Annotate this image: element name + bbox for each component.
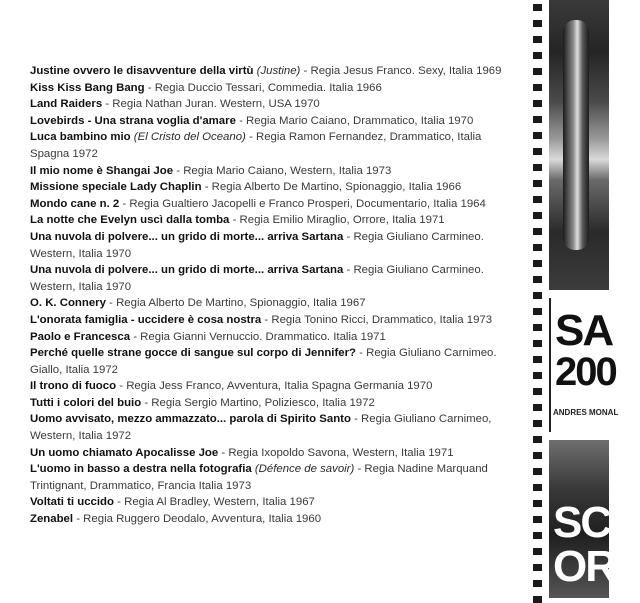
film-credit: Regia Al Bradley, Western, Italia 1967 — [124, 496, 315, 509]
sprocket-hole — [533, 548, 542, 555]
sprocket-hole — [533, 68, 542, 75]
sprocket-hole — [533, 260, 542, 267]
film-entry — [30, 113, 510, 130]
poster-frame-figure — [549, 0, 609, 290]
film-entry — [30, 494, 510, 511]
sprocket-hole — [533, 148, 542, 155]
film-credit: Regia Emilio Miraglio, Orrore, Italia 1971 — [239, 214, 445, 227]
sprocket-hole — [533, 100, 542, 107]
film-entry — [30, 179, 510, 196]
film-credit: Regia Alberto De Martino, Spionaggio, Italia 1967 — [116, 297, 366, 310]
film-title: L'onorata famiglia - uccidere è cosa nostra — [30, 313, 262, 326]
separator-dash: - — [356, 347, 367, 360]
film-credit: Regia Gianni Vernuccio. Drammatico. Italia 1971 — [140, 330, 386, 343]
separator-dash: - — [343, 264, 354, 277]
poster-frame-bottom — [549, 440, 640, 598]
separator-dash: - — [229, 214, 240, 227]
sprocket-hole — [533, 20, 542, 27]
film-entry — [30, 262, 510, 295]
sprocket-hole — [533, 564, 542, 571]
sprocket-hole — [533, 308, 542, 315]
film-title: Lovebirds - Una strana voglia d'amare — [30, 114, 236, 127]
film-title: Uomo avvisato, mezzo ammazzato... parola di Spirito Santo — [30, 413, 351, 426]
film-original-title: (Justine) — [256, 65, 301, 77]
sprocket-hole — [533, 596, 542, 603]
sprocket-hole — [533, 228, 542, 235]
separator-dash: - — [235, 114, 247, 127]
separator-dash: - — [141, 396, 152, 409]
film-entry — [30, 378, 510, 395]
film-title: Voltati ti uccido — [30, 496, 114, 509]
film-title: Tutti i colori del buio — [30, 396, 142, 409]
poster-title-top: SA — [555, 306, 613, 355]
film-title: Paolo e Francesca — [30, 330, 131, 343]
sprocket-hole — [533, 356, 542, 363]
poster-title-bottom-2: ORI — [553, 542, 626, 591]
film-list — [30, 63, 510, 528]
sprocket-hole — [533, 340, 542, 347]
film-entry — [30, 96, 510, 113]
sprocket-hole — [533, 4, 542, 11]
separator-dash: - — [119, 197, 130, 210]
separator-dash: - — [73, 513, 84, 526]
film-title: Mondo cane n. 2 — [30, 197, 120, 210]
film-entry — [30, 196, 510, 213]
sprocket-hole — [533, 132, 542, 139]
film-title: Missione speciale Lady Chaplin — [30, 181, 202, 194]
sprocket-hole — [533, 196, 542, 203]
film-entry — [30, 212, 510, 229]
sprocket-hole — [533, 500, 542, 507]
separator-dash: - — [105, 297, 117, 310]
film-title: Zenabel — [30, 513, 74, 526]
separator-dash: - — [218, 446, 229, 459]
sprocket-hole — [533, 436, 542, 443]
film-strip — [527, 0, 640, 598]
film-title: Un uomo chiamato Apocalisse Joe — [30, 446, 219, 459]
separator-dash: - — [173, 164, 184, 177]
film-credit: Regia Mario Caiano, Drammatico, Italia 1970 — [246, 114, 474, 127]
hanging-figure-image — [563, 20, 589, 250]
sprocket-hole — [533, 580, 542, 587]
film-original-title: (Défence de savoir) — [254, 463, 355, 476]
film-title: L'uomo in basso a destra nella fotografia — [30, 463, 252, 476]
film-credit: Regia Nadine Marquand Trintignant, Drammatico, Francia Italia 1973 — [30, 463, 488, 492]
film-credit: Regia Giuliano Carnimeo, Western, Italia 1972 — [30, 413, 492, 443]
film-title: Justine ovvero le disavventure della virtù — [30, 65, 254, 77]
sprocket-hole — [533, 372, 542, 379]
separator-dash: - — [113, 496, 125, 509]
film-title: O. K. Connery — [30, 297, 106, 310]
film-entry — [30, 395, 510, 412]
separator-dash: - — [261, 313, 272, 326]
sprocket-hole — [533, 164, 542, 171]
separator-dash: - — [130, 330, 141, 343]
poster-frame-title — [549, 298, 619, 432]
sprocket-hole — [533, 516, 542, 523]
film-credit: Regia Mario Caiano, Western, Italia 1973 — [183, 164, 392, 177]
film-credit: Regia Ramon Fernandez, Drammatico, Italia Spagna 1972 — [30, 131, 482, 160]
sprocket-hole — [533, 388, 542, 395]
film-entry — [30, 411, 510, 444]
film-credit: Regia Ixopoldo Savona, Western, Italia 1971 — [228, 446, 454, 459]
separator-dash: - — [245, 131, 256, 144]
film-title: Kiss Kiss Bang Bang — [30, 81, 145, 94]
film-credit: Regia Duccio Tessari, Commedia. Italia 1966 — [154, 81, 382, 94]
film-entry — [30, 345, 510, 378]
separator-dash: - — [102, 98, 113, 111]
poster-title-bottom-1: SCA — [553, 498, 640, 547]
film-entry — [30, 511, 510, 528]
sprocket-hole — [533, 212, 542, 219]
sprocket-hole — [533, 292, 542, 299]
film-title: Una nuvola di polvere... un grido di morte... arriva Sartana — [30, 230, 344, 243]
film-credit: Regia Nathan Juran. Western, USA 1970 — [112, 98, 320, 111]
separator-dash: - — [300, 65, 311, 77]
film-title: Il trono di fuoco — [30, 380, 117, 393]
film-entry — [30, 229, 510, 262]
film-entry — [30, 461, 510, 494]
film-entry — [30, 295, 510, 312]
film-credit: Regia Giuliano Carnimeo. Giallo, Italia 1972 — [30, 347, 497, 376]
sprocket-hole — [533, 324, 542, 331]
separator-dash: - — [350, 413, 362, 426]
sprocket-hole — [533, 180, 542, 187]
film-entry — [30, 329, 510, 346]
film-title: Una nuvola di polvere... un grido di morte... arriva Sartana — [30, 264, 344, 277]
separator-dash: - — [354, 463, 365, 476]
sprocket-hole — [533, 404, 542, 411]
sprocket-hole — [533, 468, 542, 475]
sprocket-hole — [533, 452, 542, 459]
separator-dash: - — [116, 380, 127, 393]
film-title: Perché quelle strane gocce di sangue sul corpo di Jennifer? — [30, 347, 356, 360]
film-title: La notte che Evelyn uscì dalla tomba — [30, 214, 230, 227]
film-entry — [30, 80, 510, 97]
film-title: Luca bambino mio — [30, 131, 131, 144]
film-credit: Regia Ruggero Deodalo, Avventura, Italia 1960 — [83, 513, 322, 526]
separator-dash: - — [201, 181, 212, 194]
film-entry — [30, 445, 510, 462]
film-title: Il mio nome è Shangai Joe — [30, 164, 174, 177]
film-credit: Regia Giuliano Carmineo. Western, Italia 1970 — [30, 264, 484, 293]
film-entry — [30, 129, 510, 162]
sprocket-hole — [533, 116, 542, 123]
film-title: Land Raiders — [30, 98, 103, 111]
film-entry — [30, 312, 510, 329]
film-credit: Regia Alberto De Martino, Spionaggio, Italia 1966 — [211, 181, 462, 194]
sprocket-hole — [533, 36, 542, 43]
sprocket-hole — [533, 244, 542, 251]
film-credit: Regia Jess Franco, Avventura, Italia Spagna Germania 1970 — [126, 380, 433, 393]
film-credit: Regia Giuliano Carmineo. Western, Italia 1970 — [30, 230, 484, 260]
separator-dash: - — [144, 81, 155, 94]
film-credit: Regia Gualtiero Jacopelli e Franco Prosperi, Documentario, Italia 1964 — [129, 197, 486, 210]
sprocket-hole — [533, 52, 542, 59]
sprocket-hole — [533, 484, 542, 491]
film-original-title: (El Cristo del Oceano) — [133, 131, 246, 144]
poster-title-second: 200 — [555, 350, 616, 394]
film-credit: Regia Sergio Martino, Poliziesco, Italia 1972 — [151, 396, 375, 409]
film-credit: Regia Jesus Franco. Sexy, Italia 1969 — [310, 65, 502, 77]
film-entry — [30, 63, 510, 80]
sprocket-hole — [533, 276, 542, 283]
poster-credit: ANDRES MONAL — [553, 408, 619, 417]
film-entry — [30, 163, 510, 180]
sprocket-hole — [533, 84, 542, 91]
sprocket-hole — [533, 420, 542, 427]
sprocket-hole — [533, 532, 542, 539]
separator-dash: - — [343, 230, 354, 243]
film-credit: Regia Tonino Ricci, Drammatico, Italia 1973 — [271, 313, 493, 326]
